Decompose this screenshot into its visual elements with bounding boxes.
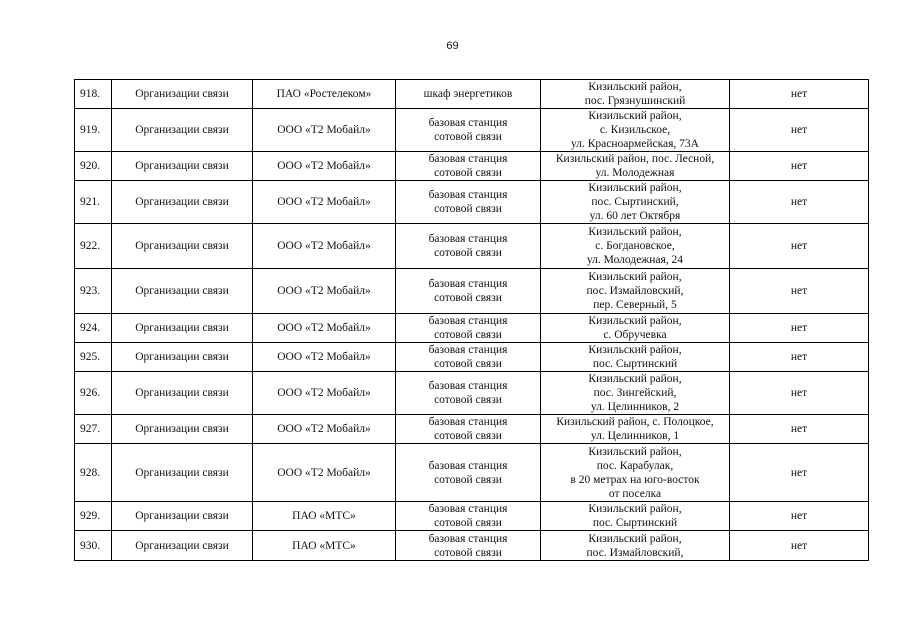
row-number: 928. xyxy=(75,444,112,502)
row-object xyxy=(396,80,541,109)
row-category: Организации связи xyxy=(112,152,253,181)
row-object xyxy=(396,372,541,415)
row-object xyxy=(396,181,541,224)
row-address xyxy=(541,444,730,502)
row-address xyxy=(541,269,730,314)
address-line: ул. Молодежная, 24 xyxy=(586,254,684,266)
row-address xyxy=(541,343,730,372)
address-line: ул. Красноармейская, 73А xyxy=(571,138,699,150)
address-line: Кизильский район, xyxy=(588,182,682,194)
row-category: Организации связи xyxy=(112,181,253,224)
objects-table xyxy=(74,79,869,561)
page-number: 69 xyxy=(446,40,459,52)
row-owner: ООО «Т2 Мобайл» xyxy=(253,109,396,152)
row-number: 927. xyxy=(75,415,112,444)
row-object xyxy=(396,152,541,181)
row-object xyxy=(396,415,541,444)
object-line: сотовой связи xyxy=(434,131,502,143)
row-category: Организации связи xyxy=(112,502,253,531)
row-owner: ООО «Т2 Мобайл» xyxy=(253,269,396,314)
table-row xyxy=(75,269,869,314)
row-value: нет xyxy=(730,224,869,269)
object-line: сотовой связи xyxy=(434,203,502,215)
object-line: сотовой связи xyxy=(434,358,502,370)
row-address xyxy=(541,372,730,415)
row-number: 929. xyxy=(75,502,112,531)
object-line: сотовой связи xyxy=(434,167,502,179)
address-line: с. Кизильское, xyxy=(599,124,671,136)
address-line: Кизильский район, xyxy=(588,532,682,545)
row-number: 925. xyxy=(75,343,112,372)
object-line: базовая станция xyxy=(428,278,508,290)
address-line: ул. Молодежная xyxy=(595,167,675,179)
object-line: базовая станция xyxy=(428,503,508,515)
object-line: сотовой связи xyxy=(434,292,502,304)
row-address xyxy=(541,80,730,109)
row-address xyxy=(541,152,730,181)
table-row xyxy=(75,444,869,502)
table-row xyxy=(75,531,869,561)
row-value: нет xyxy=(730,444,869,502)
table-row xyxy=(75,314,869,343)
address-line: Кизильский район, xyxy=(588,315,682,327)
row-owner: ООО «Т2 Мобайл» xyxy=(253,372,396,415)
table-row xyxy=(75,502,869,531)
address-line: Кизильский район, xyxy=(588,503,682,515)
table-row xyxy=(75,415,869,444)
row-object xyxy=(396,502,541,531)
address-line: ул. Целинников, 1 xyxy=(590,430,680,442)
table-row xyxy=(75,109,869,152)
row-object xyxy=(396,314,541,343)
address-line: Кизильский район, xyxy=(588,226,682,238)
row-number: 926. xyxy=(75,372,112,415)
row-number: 930. xyxy=(75,531,112,561)
address-line: пос. Грязнушинский xyxy=(584,95,686,107)
address-line: пос. Сыртинский xyxy=(592,517,678,529)
address-line: в 20 метрах на юго-восток xyxy=(570,473,700,486)
address-line: пер. Северный, 5 xyxy=(593,299,677,311)
row-owner: ООО «Т2 Мобайл» xyxy=(253,415,396,444)
row-number: 920. xyxy=(75,152,112,181)
row-value: нет xyxy=(730,415,869,444)
address-line: Кизильский район, xyxy=(588,344,682,356)
table-row xyxy=(75,224,869,269)
row-address xyxy=(541,502,730,531)
object-line: базовая станция xyxy=(428,117,508,129)
row-category: Организации связи xyxy=(112,80,253,109)
row-object xyxy=(396,343,541,372)
row-address xyxy=(541,181,730,224)
row-value: нет xyxy=(730,372,869,415)
row-value: нет xyxy=(730,531,869,561)
address-line: пос. Сыртинский, xyxy=(591,196,679,208)
row-value: нет xyxy=(730,109,869,152)
object-line: базовая станция xyxy=(428,315,508,327)
object-line: базовая станция xyxy=(428,459,508,472)
row-category: Организации связи xyxy=(112,269,253,314)
row-owner: ООО «Т2 Мобайл» xyxy=(253,181,396,224)
address-line: Кизильский район, xyxy=(588,110,682,122)
address-line: пос. Измайловский, xyxy=(586,546,684,559)
object-line: сотовой связи xyxy=(434,394,502,406)
row-value: нет xyxy=(730,314,869,343)
object-line: сотовой связи xyxy=(434,473,502,486)
row-category: Организации связи xyxy=(112,314,253,343)
row-category: Организации связи xyxy=(112,444,253,502)
row-owner: ПАО «Ростелеком» xyxy=(253,80,396,109)
row-owner: ПАО «МТС» xyxy=(253,531,396,561)
row-number: 924. xyxy=(75,314,112,343)
table-row xyxy=(75,372,869,415)
object-line: базовая станция xyxy=(428,189,508,201)
row-category: Организации связи xyxy=(112,531,253,561)
row-address xyxy=(541,415,730,444)
row-value: нет xyxy=(730,343,869,372)
address-line: Кизильский район, xyxy=(588,373,682,385)
row-address xyxy=(541,109,730,152)
row-object xyxy=(396,269,541,314)
row-value: нет xyxy=(730,181,869,224)
address-line: ул. Целинников, 2 xyxy=(590,401,680,413)
object-line: базовая станция xyxy=(428,380,508,392)
row-address xyxy=(541,531,730,561)
address-line: от поселка xyxy=(608,487,662,500)
table-row xyxy=(75,343,869,372)
row-number: 923. xyxy=(75,269,112,314)
object-line: сотовой связи xyxy=(434,329,502,341)
address-line: пос. Сыртинский xyxy=(592,358,678,370)
row-object xyxy=(396,224,541,269)
row-category: Организации связи xyxy=(112,224,253,269)
object-line: базовая станция xyxy=(428,344,508,356)
row-category: Организации связи xyxy=(112,372,253,415)
row-number: 918. xyxy=(75,80,112,109)
row-owner: ПАО «МТС» xyxy=(253,502,396,531)
row-category: Организации связи xyxy=(112,343,253,372)
object-line: сотовой связи xyxy=(434,247,502,259)
address-line: Кизильский район, с. Полоцкое, xyxy=(556,416,714,428)
address-line: Кизильский район, пос. Лесной, xyxy=(555,153,715,165)
object-line: базовая станция xyxy=(428,153,508,165)
address-line: Кизильский район, xyxy=(588,81,682,93)
row-object xyxy=(396,109,541,152)
address-line: с. Богдановское, xyxy=(595,240,675,252)
row-owner: ООО «Т2 Мобайл» xyxy=(253,152,396,181)
row-owner: ООО «Т2 Мобайл» xyxy=(253,314,396,343)
object-line: сотовой связи xyxy=(434,546,502,559)
row-number: 922. xyxy=(75,224,112,269)
object-line: сотовой связи xyxy=(434,517,502,529)
row-value: нет xyxy=(730,152,869,181)
row-object xyxy=(396,531,541,561)
row-category: Организации связи xyxy=(112,415,253,444)
address-line: пос. Зингейский, xyxy=(593,387,677,399)
row-value: нет xyxy=(730,80,869,109)
address-line: ул. 60 лет Октября xyxy=(589,210,681,222)
table-row xyxy=(75,152,869,181)
address-line: пос. Карабулак, xyxy=(596,459,674,472)
row-value: нет xyxy=(730,269,869,314)
object-line: базовая станция xyxy=(428,233,508,245)
table-row xyxy=(75,80,869,109)
address-line: Кизильский район, xyxy=(588,445,682,458)
row-value: нет xyxy=(730,502,869,531)
table-body xyxy=(75,80,869,561)
row-object xyxy=(396,444,541,502)
table-row xyxy=(75,181,869,224)
row-number: 921. xyxy=(75,181,112,224)
address-line: с. Обручевка xyxy=(603,329,667,341)
row-owner: ООО «Т2 Мобайл» xyxy=(253,444,396,502)
row-address xyxy=(541,314,730,343)
object-line: базовая станция xyxy=(428,532,508,545)
row-category: Организации связи xyxy=(112,109,253,152)
row-owner: ООО «Т2 Мобайл» xyxy=(253,343,396,372)
row-owner: ООО «Т2 Мобайл» xyxy=(253,224,396,269)
row-address xyxy=(541,224,730,269)
address-line: Кизильский район, xyxy=(588,271,682,283)
object-line: шкаф энергетиков xyxy=(423,88,513,100)
row-number: 919. xyxy=(75,109,112,152)
object-line: сотовой связи xyxy=(434,430,502,442)
object-line: базовая станция xyxy=(428,416,508,428)
address-line: пос. Измайловский, xyxy=(586,285,684,297)
